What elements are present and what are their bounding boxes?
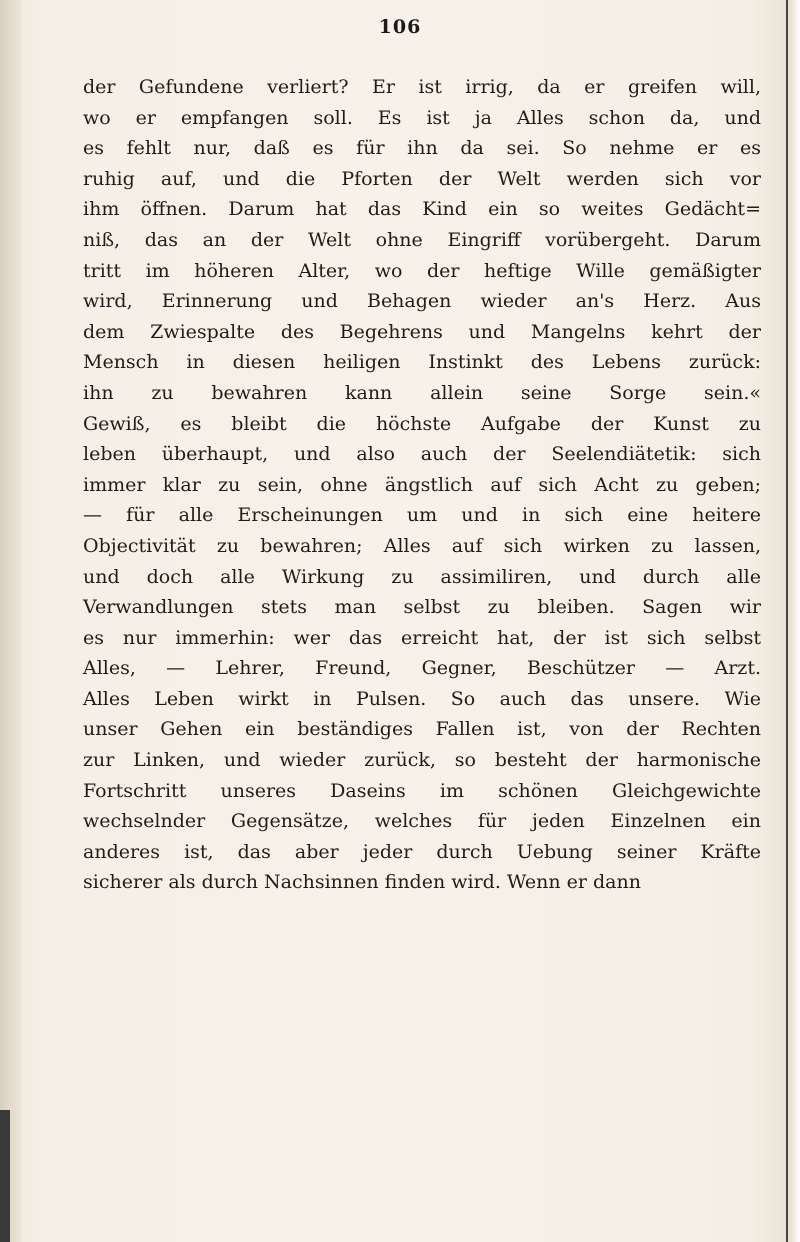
- text-line: dem Zwiespalte des Begehrens und Mangelns kehrt der: [83, 320, 761, 343]
- text-line: niß, das an der Welt ohne Eingriff vorübergeht. Darum: [83, 228, 761, 251]
- text-line: Alles Leben wirkt in Pulsen. So auch das unsere. Wie: [83, 687, 761, 710]
- text-line: sicherer als durch Nachsinnen finden wird. Wenn er dann: [83, 871, 641, 894]
- text-line: ruhig auf, und die Pforten der Welt werden sich vor: [83, 167, 761, 190]
- page-gutter-shadow: [0, 0, 22, 1242]
- binding-mark: [0, 1110, 10, 1242]
- text-line: und doch alle Wirkung zu assimiliren, und durch alle: [83, 565, 761, 588]
- text-line: immer klar zu sein, ohne ängstlich auf sich Acht zu geben;: [83, 473, 761, 496]
- text-line: es nur immerhin: wer das erreicht hat, der ist sich selbst: [83, 626, 761, 649]
- text-line: Mensch in diesen heiligen Instinkt des Lebens zurück:: [83, 351, 761, 374]
- text-line: zur Linken, und wieder zurück, so besteht der harmonische: [83, 749, 761, 772]
- text-line: Fortschritt unseres Daseins im schönen Gleichgewichte: [83, 779, 761, 802]
- text-line: wird, Erinnerung und Behagen wieder an's Herz. Aus: [83, 290, 761, 313]
- text-line: — für alle Erscheinungen um und in sich eine heitere: [83, 504, 761, 527]
- page-edge-line: [786, 0, 788, 1242]
- text-line: der Gefundene verliert? Er ist irrig, da er greifen will,: [83, 76, 761, 98]
- text-line: wechselnder Gegensätze, welches für jeden Einzelnen ein: [83, 810, 761, 833]
- text-line: wo er empfangen soll. Es ist ja Alles schon da, und: [83, 106, 761, 129]
- page-number: 106: [378, 16, 422, 38]
- text-line: unser Gehen ein beständiges Fallen ist, von der Rechten: [83, 718, 761, 741]
- text-line: es fehlt nur, daß es für ihn da sei. So nehme er es: [83, 137, 761, 160]
- text-line: Gewiß, es bleibt die höchste Aufgabe der Kunst zu: [83, 412, 761, 435]
- text-line: Alles, — Lehrer, Freund, Gegner, Beschützer — Arzt.: [83, 657, 761, 680]
- text-line: anderes ist, das aber jeder durch Uebung seiner Kräfte: [83, 840, 761, 863]
- body-text: [83, 72, 761, 898]
- text-line: Verwandlungen stets man selbst zu bleiben. Sagen wir: [83, 596, 761, 619]
- text-line: ihn zu bewahren kann allein seine Sorge sein.«: [83, 381, 761, 404]
- text-line: tritt im höheren Alter, wo der heftige Wille gemäßigter: [83, 259, 761, 282]
- text-line: Objectivität zu bewahren; Alles auf sich wirken zu lassen,: [83, 534, 761, 557]
- text-line: ihm öffnen. Darum hat das Kind ein so weites Gedächt=: [83, 198, 761, 221]
- text-line: leben überhaupt, und also auch der Seelendiätetik: sich: [83, 443, 761, 466]
